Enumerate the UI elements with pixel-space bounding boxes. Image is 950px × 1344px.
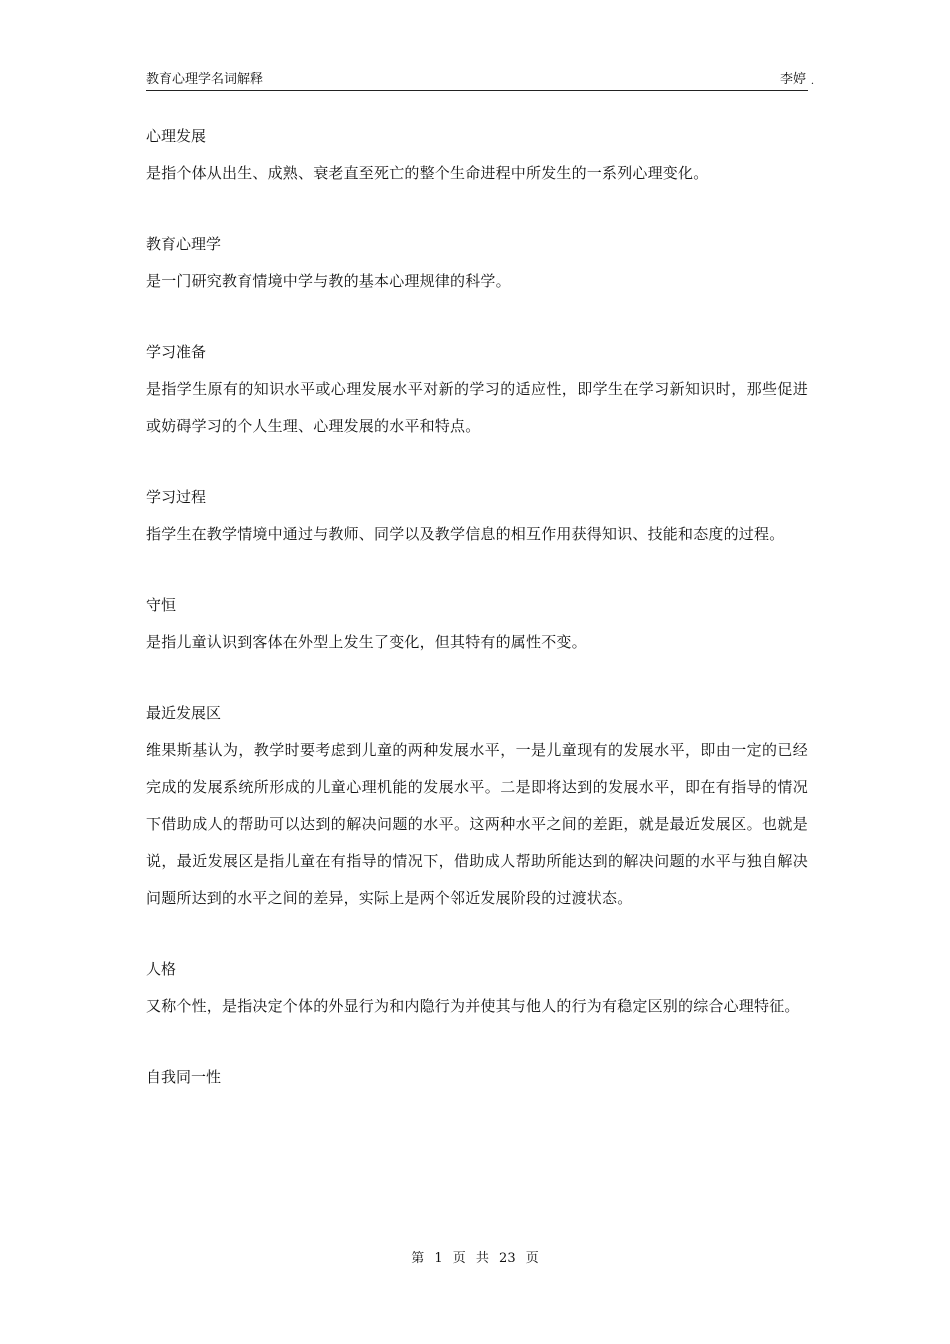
entry-definition: 是指儿童认识到客体在外型上发生了变化，但其特有的属性不变。 [146,633,587,651]
entry-definition: 是一门研究教育情境中学与教的基本心理规律的科学。 [146,272,511,290]
entry-term: 学习过程 [146,488,207,506]
page-header [146,72,814,91]
header-mark: . [810,76,814,87]
page-number: 第 1 页 共 23 页 [411,1251,539,1266]
entry-definition: 维果斯基认为，教学时要考虑到儿童的两种发展水平，一是儿童现有的发展水平，即由一定的已经完成的发展系统所形成的儿童心理机能的发展水平。二是即将达到的发展水平，即在有指导的情况下借助成人的帮助可以达到的解决问题的水平。这两种水平之间的差距，就是最近发展区。也就是说，最近发展区是指儿童在有指导的情况下，借助成人帮助所能达到的解决问题的水平与独自解决问题所达到的水平之间的差异，实际上是两个邻近发展阶段的过渡状态。 [146,741,808,907]
glossary-entry [146,587,808,661]
glossary-entry [146,479,808,553]
glossary-entry [146,226,808,300]
glossary-entry [146,1059,808,1096]
entry-term: 人格 [146,960,177,978]
glossary-content [146,118,808,1130]
entry-definition: 又称个性，是指决定个体的外显行为和内隐行为并使其与他人的行为有稳定区别的综合心理特征。 [146,997,800,1015]
glossary-entry [146,334,808,445]
entry-term: 守恒 [146,596,177,614]
glossary-entry [146,118,808,192]
entry-definition: 是指个体从出生、成熟、衰老直至死亡的整个生命进程中所发生的一系列心理变化。 [146,164,709,182]
entry-term: 教育心理学 [146,235,222,253]
entry-definition: 指学生在教学情境中通过与教师、同学以及教学信息的相互作用获得知识、技能和态度的过程。 [146,525,785,543]
entry-term: 学习准备 [146,343,207,361]
header-title: 教育心理学名词解释 [146,72,264,87]
glossary-entry [146,695,808,917]
entry-term: 自我同一性 [146,1068,222,1086]
header-author: 李婷 [779,72,806,87]
glossary-entry [146,951,808,1025]
entry-term: 最近发展区 [146,704,222,722]
entry-definition: 是指学生原有的知识水平或心理发展水平对新的学习的适应性，即学生在学习新知识时，那些促进或妨碍学习的个人生理、心理发展的水平和特点。 [146,380,808,435]
page-footer [0,1250,950,1268]
entry-term: 心理发展 [146,127,207,145]
